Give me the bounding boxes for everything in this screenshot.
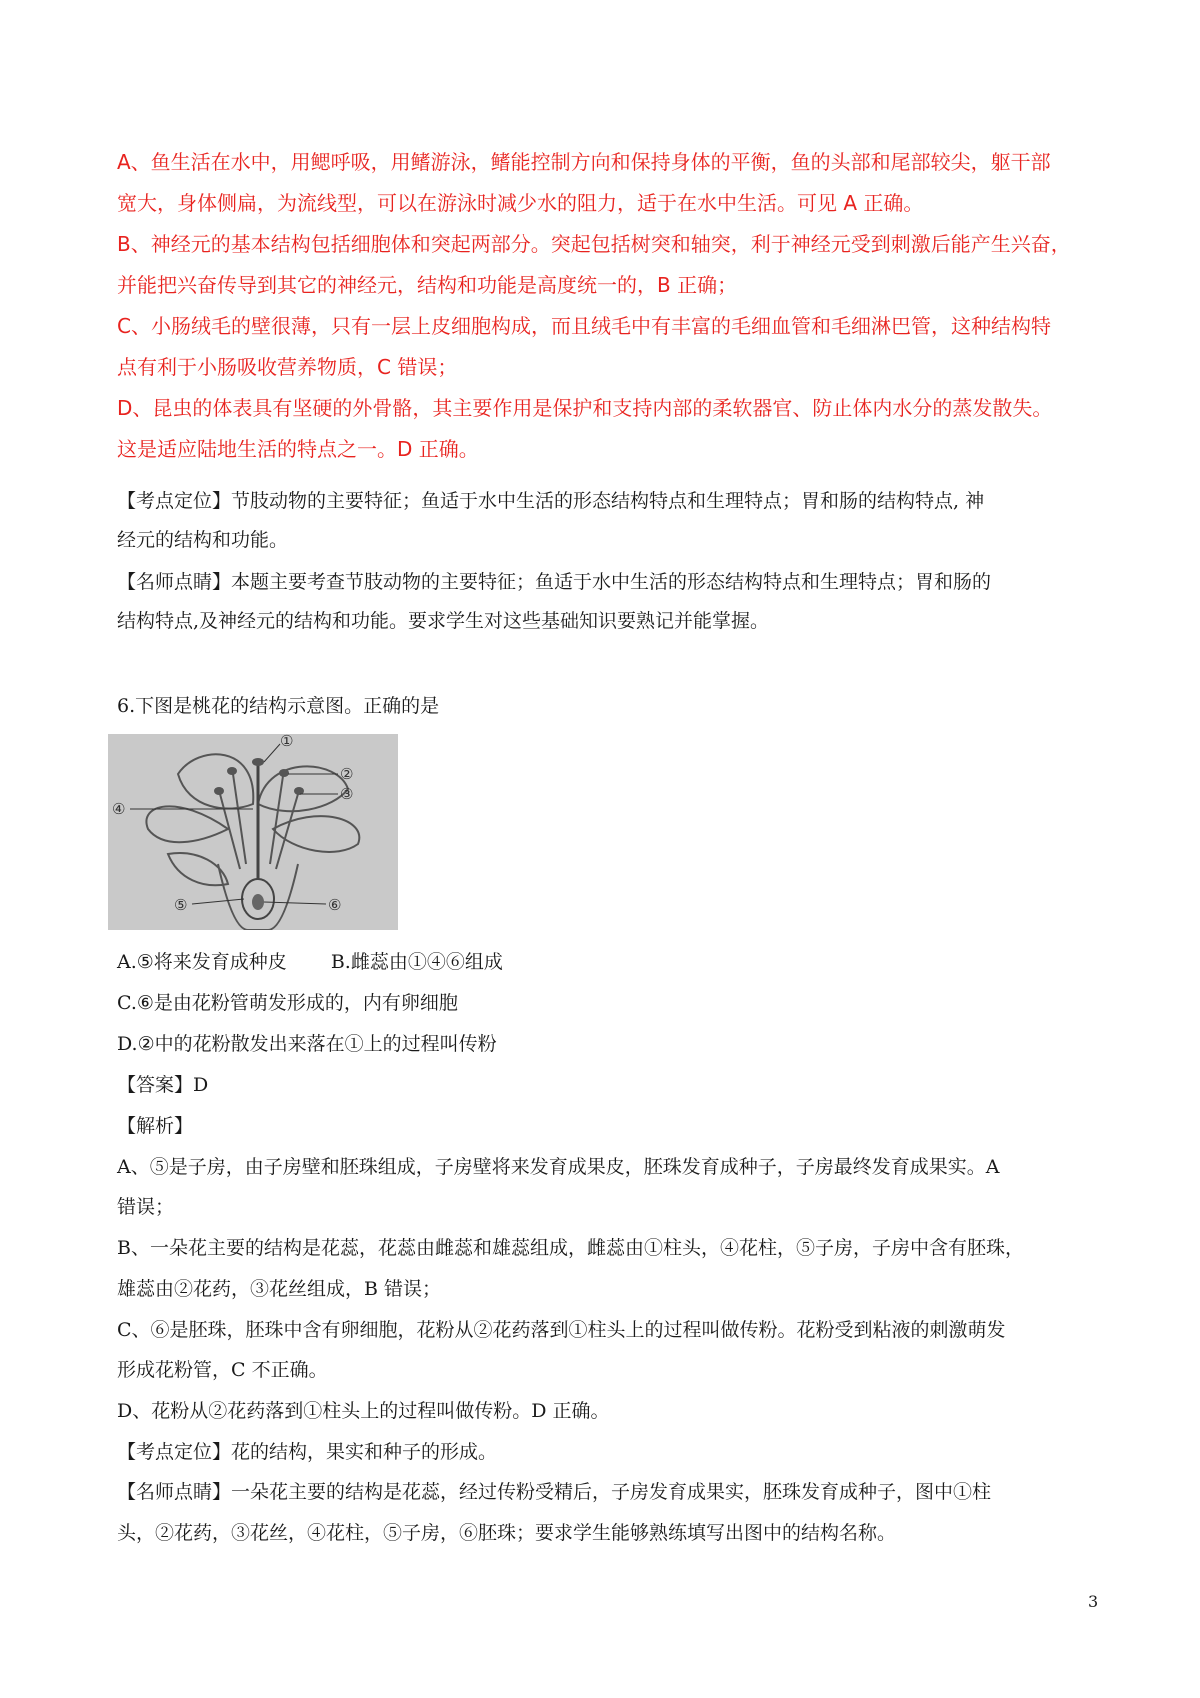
- red-line: 宽大，身体侧扁，为流线型，可以在游泳时减少水的阻力，适于在水中生活。可见 A 正确。: [117, 191, 924, 215]
- teacher-tip-line: 结构特点,及神经元的结构和功能。要求学生对这些基础知识要熟记并能掌握。: [117, 610, 770, 632]
- option-line: D.②中的花粉散发出来落在①上的过程叫传粉: [117, 1033, 497, 1055]
- key-point-line: 【考点定位】花的结构，果实和种子的形成。: [117, 1441, 498, 1463]
- key-point-line: 【考点定位】节肢动物的主要特征；鱼适于水中生活的形态结构特点和生理特点；胃和肠的结构特点, 神: [117, 490, 985, 512]
- label-3: ③: [340, 785, 354, 803]
- analysis-line: 雄蕊由②花药，③花丝组成，B 错误；: [117, 1278, 442, 1300]
- option-line: A.⑤将来发育成种皮 B.雌蕊由①④⑥组成: [117, 951, 503, 973]
- analysis-line: A、⑤是子房，由子房壁和胚珠组成，子房壁将来发育成果皮，胚珠发育成种子，子房最终发育成果实。A: [117, 1156, 1000, 1178]
- answer-line: 【答案】D: [117, 1074, 209, 1096]
- label-1: ①: [280, 734, 294, 750]
- analysis-title: 【解析】: [117, 1115, 194, 1137]
- page-number: 3: [1088, 1592, 1099, 1611]
- teacher-tip-line: 【名师点睛】一朵花主要的结构是花蕊，经过传粉受精后，子房发育成果实，胚珠发育成种子，图中①柱: [117, 1481, 992, 1503]
- teacher-tip-line: 头，②花药，③花丝，④花柱，⑤子房，⑥胚珠；要求学生能够熟练填写出图中的结构名称。: [117, 1522, 897, 1544]
- label-2: ②: [340, 765, 354, 783]
- red-line: A、鱼生活在水中，用鳃呼吸，用鳍游泳，鳍能控制方向和保持身体的平衡，鱼的头部和尾部较尖，躯干部: [117, 150, 1051, 174]
- analysis-line: C、⑥是胚珠，胚珠中含有卵细胞，花粉从②花药落到①柱头上的过程叫做传粉。花粉受到粘液的刺激萌发: [117, 1319, 1006, 1341]
- analysis-line: 错误；: [117, 1196, 175, 1218]
- question-stem: 6.下图是桃花的结构示意图。正确的是: [117, 695, 440, 717]
- analysis-line: B、一朵花主要的结构是花蕊，花蕊由雌蕊和雄蕊组成，雌蕊由①柱头，④花柱，⑤子房，子房中含有胚珠，: [117, 1237, 1024, 1259]
- red-line: C、小肠绒毛的壁很薄，只有一层上皮细胞构成，而且绒毛中有丰富的毛细血管和毛细淋巴管，这种结构特: [117, 314, 1051, 338]
- label-4: ④: [112, 800, 126, 818]
- flower-diagram-svg: [108, 734, 398, 930]
- label-6: ⑥: [328, 896, 342, 914]
- teacher-tip-line: 【名师点睛】本题主要考查节肢动物的主要特征；鱼适于水中生活的形态结构特点和生理特点；胃和肠的: [117, 571, 992, 593]
- analysis-line: D、花粉从②花药落到①柱头上的过程叫做传粉。D 正确。: [117, 1400, 610, 1422]
- peach-flower-diagram: [108, 734, 398, 930]
- analysis-line: 形成花粉管，C 不正确。: [117, 1359, 328, 1381]
- key-point-line: 经元的结构和功能。: [117, 529, 289, 551]
- red-line: 这是适应陆地生活的特点之一。D 正确。: [117, 437, 479, 461]
- option-line: C.⑥是由花粉管萌发形成的，内有卵细胞: [117, 992, 458, 1014]
- label-5: ⑤: [174, 896, 188, 914]
- red-line: B、神经元的基本结构包括细胞体和突起两部分。突起包括树突和轴突，利于神经元受到刺激后能产生兴奋，: [117, 232, 1071, 256]
- red-line: 点有利于小肠吸收营养物质，C 错误；: [117, 355, 458, 379]
- red-line: 并能把兴奋传导到其它的神经元，结构和功能是高度统一的，B 正确；: [117, 273, 738, 297]
- red-line: D、昆虫的体表具有坚硬的外骨骼，其主要作用是保护和支持内部的柔软器官、防止体内水分的蒸发散失。: [117, 396, 1053, 420]
